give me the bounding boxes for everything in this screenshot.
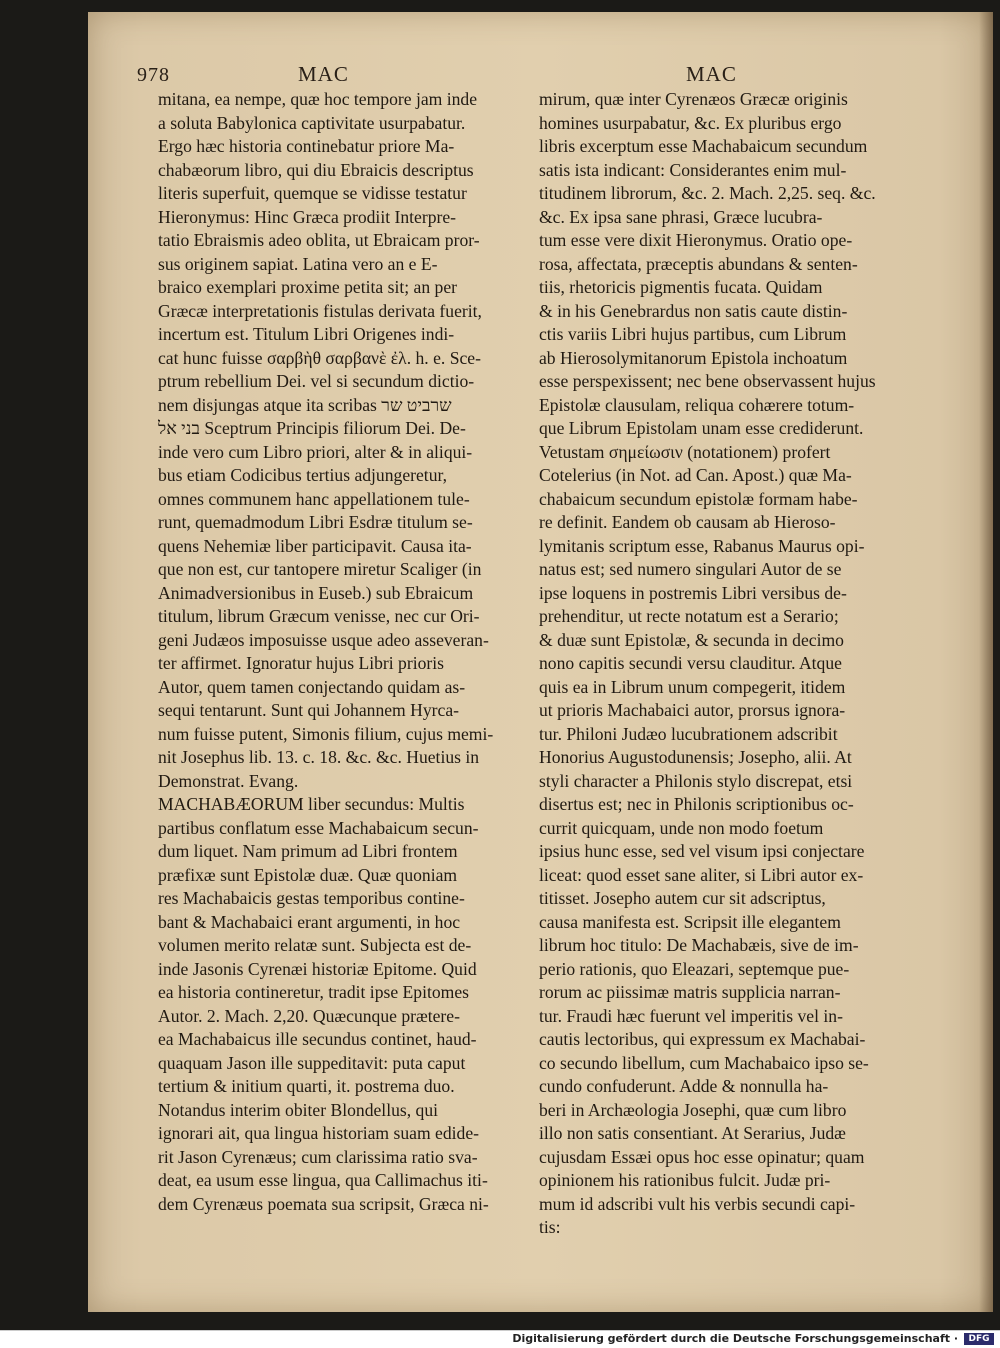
text-line: tum esse vere dixit Hieronymus. Oratio ope- [539,230,853,250]
text-line: sequi tentarunt. Sunt qui Johannem Hyrca- [158,700,459,720]
text-line: ipse loquens in postremis Libri versibus de- [539,582,847,603]
text-line: cautis lectoribus, qui expressum ex Machabai- [539,1029,866,1049]
text-line: Græcæ interpretationis fistulas derivata fuerit, [158,300,482,321]
text-line: res Machabaicis gestas temporibus contine- [158,888,465,908]
text-line: ab Hierosolymitanorum Epistola inchoatum [539,347,848,368]
text-line: inde Jasonis Cyrenæi historiæ Epitome. Quid [158,958,477,979]
text-line: dem Cyrenæus poemata sua scripsit, Græca ni- [158,1193,489,1214]
text-line: tiis, rhetoricis pigmentis fucata. Quidam [539,277,823,297]
text-line: lymitanis scriptum esse, Rabanus Maurus opi- [539,535,865,556]
text-line: geni Judæos imposuisse usque adeo asseveran- [158,629,489,650]
text-line: mitana, ea nempe, quæ hoc tempore jam inde [158,89,478,109]
text-line: a soluta Babylonica captivitate usurpabatur. [158,112,466,133]
text-line: & duæ sunt Epistolæ, & secunda in decimo [539,629,844,650]
text-line: Animadversionibus in Euseb.) sub Ebraicum [158,582,474,603]
text-line: styli character a Philonis stylo discrepat, etsi [539,770,853,791]
text-line: currit quicquam, unde non modo foetum [539,817,824,838]
text-line: בני אל Sceptrum Principis filiorum Dei. De- [158,418,466,438]
text-line: præfixæ sunt Epistolæ duæ. Quæ quoniam [158,864,458,885]
text-line: rit Jason Cyrenæus; cum clarissima ratio sva- [158,1146,478,1167]
text-line: ptrum rebellium Dei. vel si secundum dictio- [158,371,475,391]
text-line: deat, ea usum esse lingua, qua Callimachus iti- [158,1170,488,1190]
text-line: MACHABÆORUM liber secundus: Multis [158,794,465,814]
text-line: inde vero cum Libro priori, alter & in aliqui- [158,441,473,462]
text-line: braico exemplari proxime petita sit; an per [158,277,457,297]
text-line: omnes communem hanc appellationem tule- [158,488,470,509]
text-line: liceat: quod esset sane aliter, si Libri autor ex- [539,864,864,885]
digitization-footer [0,1330,1000,1348]
page-edge-shadow [979,12,993,1312]
left-text-column [158,88,522,1216]
text-line: tur. Philoni Judæo lucubrationem adscribit [539,723,838,744]
text-line: nono capitis secundi versu clauditur. Atque [539,653,842,673]
running-head-left: MAC [298,62,349,86]
text-line: ipsius hunc esse, sed vel visum ipsi conjectare [539,841,865,861]
text-line: Demonstrat. Evang. [158,770,299,791]
text-line: quis ea in Librum unum compegerit, itidem [539,676,846,697]
text-line: bus etiam Codicibus tertius adjungeretur, [158,465,448,485]
text-line: ut prioris Machabaici autor, prorsus ignora- [539,700,846,720]
text-line: satis ista indicant: Considerantes enim mul- [539,159,847,180]
text-line: quaquam Jason ille suppeditavit: puta caput [158,1052,466,1073]
text-line: nit Josephus lib. 13. c. 18. &c. &c. Huetius in [158,747,480,767]
text-line: titulum, librum Græcum venisse, nec cur Ori- [158,606,480,626]
text-line: ctis variis Libri hujus partibus, cum Librum [539,324,847,344]
text-line: cujusdam Essæi opus hoc esse opinatur; quam [539,1146,865,1167]
text-line: titudinem librorum, &c. 2. Mach. 2,25. seq. &c. [539,183,876,203]
text-line: &c. Ex ipsa sane phrasi, Græce lucubra- [539,206,823,227]
dfg-logo: DFG [964,1333,994,1345]
text-line: tur. Fraudi hæc fuerunt vel imperitis vel in- [539,1005,843,1026]
footer-credit-text: Digitalisierung gefördert durch die Deutsche Forschungsgemeinschaft · [512,1332,958,1345]
text-line: prehenditur, ut recte notatum est a Serario; [539,606,839,626]
text-line: ea historia contineretur, tradit ipse Epitomes [158,982,470,1002]
text-line: mum id adscribi vult his verbis secundi capi- [539,1193,856,1214]
text-line: Vetustam σημείωσιν (notationem) profert [539,441,831,462]
text-line: mirum, quæ inter Cyrenæos Græcæ originis [539,89,848,109]
text-line: Honorius Augustodunensis; Josepho, alii. At [539,747,852,767]
text-line: opinionem his rationibus fulcit. Judæ pri- [539,1170,831,1190]
text-line: perio rationis, quo Eleazari, septemque pue- [539,958,850,979]
text-line: Autor, quem tamen conjectando quidam as- [158,676,466,697]
text-line: ea Machabaicus ille secundus continet, haud- [158,1029,477,1049]
text-line: cundo confuderunt. Adde & nonnulla ha- [539,1076,829,1096]
text-line: homines usurpabatur, &c. Ex pluribus ergo [539,112,842,133]
text-line: Epistolæ clausulam, reliqua cohærere totum- [539,394,855,415]
text-line: Cotelerius (in Not. ad Can. Apost.) quæ Ma- [539,465,852,485]
text-line: nem disjungas atque ita scribas שרביט שר [158,394,452,415]
text-line: esse perspexissent; nec bene observassent hujus [539,371,876,391]
text-line: librum hoc titulo: De Machabæis, sive de im- [539,935,859,955]
text-line: rorum ac piissimæ matris supplicia narran- [539,982,841,1002]
text-line: rosa, affectata, præceptis abundans & senten- [539,253,858,274]
text-line: libris excerptum esse Machabaicum secundum [539,136,868,156]
text-line: Hieronymus: Hinc Græca prodiit Interpre- [158,206,457,227]
text-line: que non est, cur tantopere miretur Scaliger (in [158,559,482,579]
text-line: titisset. Josepho autem cur sit adscriptus, [539,888,826,908]
text-line: bant & Machabaici erant argumenti, in hoc [158,911,461,932]
right-text-column [539,88,895,1240]
text-line: illo non satis consentiant. At Serarius, Judæ [539,1123,846,1143]
text-line: beri in Archæologia Josephi, quæ cum libro [539,1099,847,1120]
text-line: volumen merito relatæ sunt. Subjecta est de- [158,935,472,955]
text-line: natus est; sed numero singulari Autor de se [539,559,842,579]
text-line: runt, quemadmodum Libri Esdræ titulum se- [158,512,473,532]
text-line: & in his Genebrardus non satis caute distin- [539,300,848,321]
text-line: partibus conflatum esse Machabaicum secun- [158,817,479,838]
text-line: ignorari ait, qua lingua historiam suam edide- [158,1123,480,1143]
running-head-right: MAC [686,62,737,86]
text-line: Notandus interim obiter Blondellus, qui [158,1099,439,1120]
text-line: chabaicum secundum epistolæ formam habe- [539,488,858,509]
text-line: Autor. 2. Mach. 2,20. Quæcunque prætere- [158,1005,460,1026]
text-line: cat hunc fuisse σαρβὴθ σαρβανὲ ἐλ. h. e. Sce- [158,347,481,368]
text-line: dum liquet. Nam primum ad Libri frontem [158,841,458,861]
text-line: co secundo libellum, cum Machabaico ipso se- [539,1052,869,1073]
text-line: tatio Ebraismis adeo oblita, ut Ebraicam pror- [158,230,480,250]
text-line: tertium & initium quarti, it. postrema duo. [158,1076,455,1096]
text-line: causa manifesta est. Scripsit ille elegantem [539,911,841,932]
text-line: chabæorum libro, qui diu Ebraicis descriptus [158,159,474,180]
text-line: disertus est; nec in Philonis scriptionibus oc- [539,794,854,814]
text-line: que Librum Epistolam unam esse crediderunt. [539,418,864,438]
text-line: literis superfuit, quemque se vidisse testatur [158,183,467,203]
text-line: quens Nehemiæ liber participavit. Causa ita- [158,535,472,556]
page-number: 978 [137,64,170,86]
text-line: tis: [539,1217,561,1237]
text-line: ter affirmet. Ignoratur hujus Libri prioris [158,653,444,673]
text-line: incertum est. Titulum Libri Origenes indi- [158,324,455,344]
text-line: re definit. Eandem ob causam ab Hieroso- [539,512,836,532]
text-line: sus originem sapiat. Latina vero an e E- [158,253,438,274]
text-line: Ergo hæc historia continebatur priore Ma- [158,136,455,156]
text-line: num fuisse putent, Simonis filium, cujus memi- [158,723,494,744]
